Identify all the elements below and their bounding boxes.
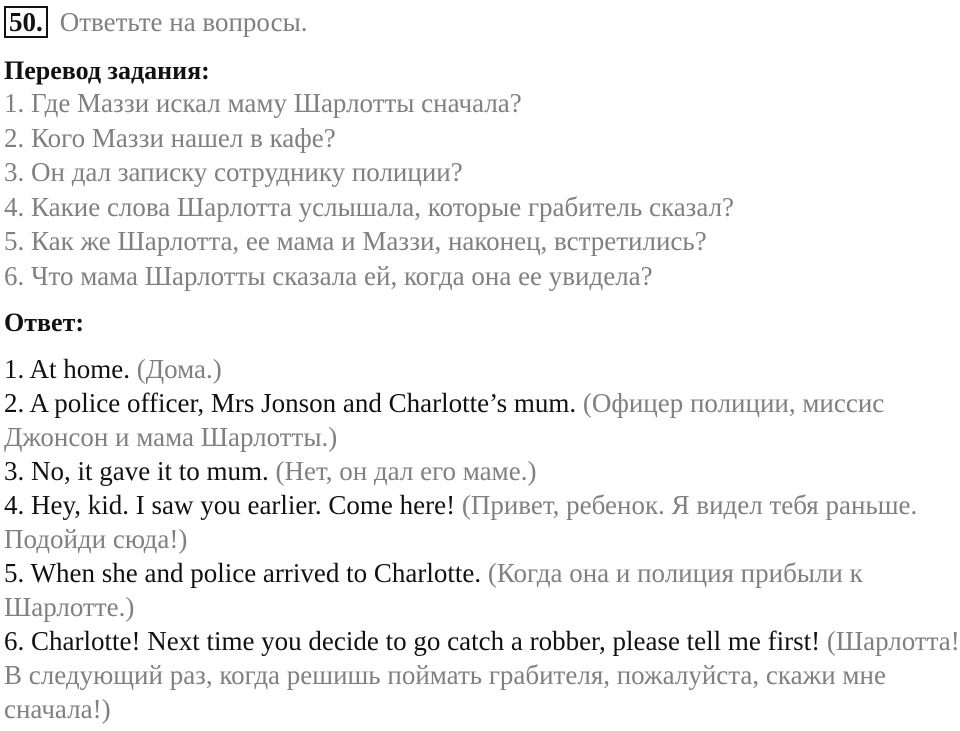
answer-russian: (Дома.) xyxy=(136,354,222,384)
answer-english: 4. Hey, kid. I saw you earlier. Come here! xyxy=(4,490,456,520)
questions-list xyxy=(4,86,734,293)
answers-list xyxy=(4,352,960,726)
answer-english: 1. At home. xyxy=(4,354,130,384)
answer-russian: (Офицер полиции, миссис Джонсон и мама Шарлотты.) xyxy=(4,388,885,452)
answer-english: 2. A police officer, Mrs Jonson and Charlotte’s mum. xyxy=(4,388,577,418)
question-item: 5. Как же Шарлотта, ее мама и Маззи, наконец, встретились? xyxy=(4,226,707,256)
answer-item xyxy=(4,386,960,454)
answer-item xyxy=(4,454,960,488)
answer-russian: (Когда она и полиция прибыли к Шарлотте.) xyxy=(4,558,863,622)
task-title: Ответьте на вопросы. xyxy=(59,6,308,37)
question-item: 2. Кого Маззи нашел в кафе? xyxy=(4,122,336,153)
question-item: 6. Что мама Шарлотты сказала ей, когда она ее увидела? xyxy=(4,260,653,291)
answer-item xyxy=(4,624,960,726)
answer-russian: (Нет, он дал его маме.) xyxy=(275,456,537,486)
task-header xyxy=(4,5,307,39)
question-item: 4. Какие слова Шарлотта услышала, которые грабитель сказал? xyxy=(4,191,735,222)
answer-russian: (Привет, ребенок. Я видел тебя раньше. Подойди сюда!) xyxy=(4,490,918,554)
answer-english: 5. When she and police arrived to Charlotte. xyxy=(4,558,482,588)
answer-english: 3. No, it gave it to mum. xyxy=(4,456,269,486)
answer-russian: (Шарлотта! В следующий раз, когда решишь поймать грабителя, пожалуйста, скажи мне сначала!) xyxy=(4,626,960,724)
question-item: 3. Он дал записку сотруднику полиции? xyxy=(4,157,463,187)
question-item: 1. Где Маззи искал маму Шарлотты сначала? xyxy=(4,88,522,118)
answer-item xyxy=(4,556,960,624)
answer-item xyxy=(4,352,960,386)
answer-item xyxy=(4,488,960,556)
answer-english: 6. Charlotte! Next time you decide to go catch a robber, please tell me first! xyxy=(4,626,821,656)
answer-heading: Ответ: xyxy=(4,308,85,337)
task-number: 50. xyxy=(4,6,48,38)
translation-heading: Перевод задания: xyxy=(4,56,210,85)
